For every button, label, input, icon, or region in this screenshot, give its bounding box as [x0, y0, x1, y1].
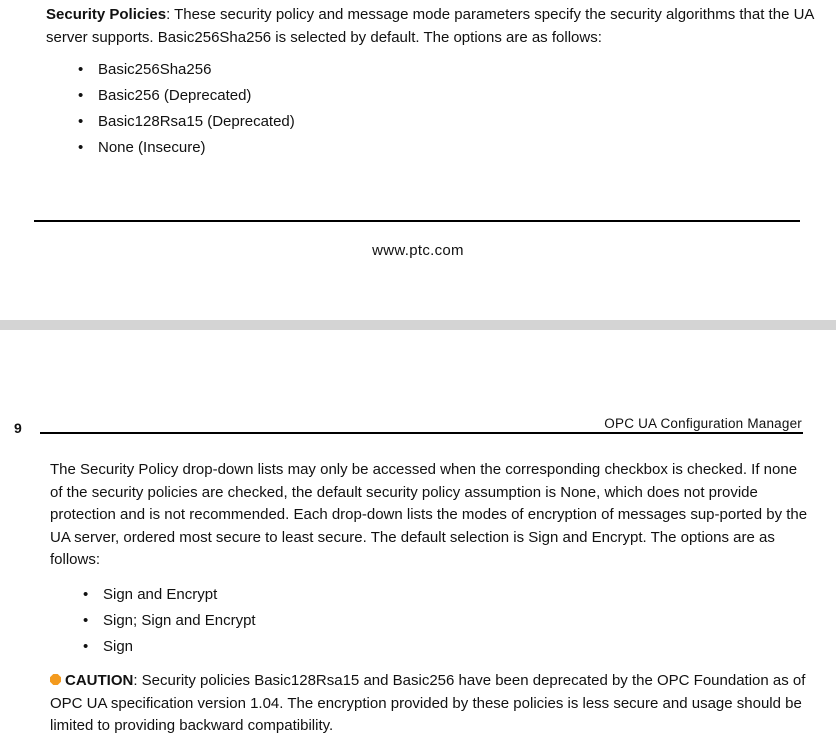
- page-separator: [0, 320, 836, 330]
- header-title: OPC UA Configuration Manager: [604, 416, 802, 431]
- list-item: • Sign; Sign and Encrypt: [83, 608, 256, 634]
- document-page-top: [0, 0, 836, 320]
- list-item: • Basic256 (Deprecated): [78, 83, 295, 109]
- list-item: • Basic256Sha256: [78, 57, 295, 83]
- list-item: • Sign and Encrypt: [83, 582, 256, 608]
- list-item: • Basic128Rsa15 (Deprecated): [78, 109, 295, 135]
- caution-paragraph: [50, 670, 810, 738]
- footer-url: www.ptc.com: [372, 242, 464, 259]
- policy-list: [78, 57, 295, 161]
- document-page-bottom: [0, 330, 836, 748]
- security-policies-text: : These security policy and message mode parameters specify the security algorithms that the UA server supports. Basic256Sha256 is selected by default. The options are as follows:: [46, 6, 814, 46]
- intro-paragraph: The Security Policy drop-down lists may only be accessed when the corresponding checkbox is checked. If none of the security policies are checked, the default security policy assumption is None, which does not provide protection and is not recommended. Each drop-down lists the modes of encryption of messages sup-ported by the UA server, ordered most secure to least secure. The default selection is Sign and Encrypt. The options are as follows:: [50, 461, 808, 568]
- footer-rule: [34, 220, 800, 222]
- page-number: 9: [14, 420, 22, 436]
- caution-label: CAUTION: [65, 672, 134, 689]
- caution-text: : Security policies Basic128Rsa15 and Basic256 have been deprecated by the OPC Foundation as of OPC UA specification version 1.04. The encryption provided by these policies is less secure and usage should be limited to providing backward compatibility.: [50, 672, 806, 734]
- header-rule: [40, 432, 803, 434]
- security-policies-label: Security Policies: [46, 6, 167, 23]
- security-policies-paragraph: [46, 4, 816, 49]
- list-item: • None (Insecure): [78, 135, 295, 161]
- mode-list: [83, 582, 256, 660]
- caution-icon: [50, 674, 61, 685]
- list-item: • Sign: [83, 634, 256, 660]
